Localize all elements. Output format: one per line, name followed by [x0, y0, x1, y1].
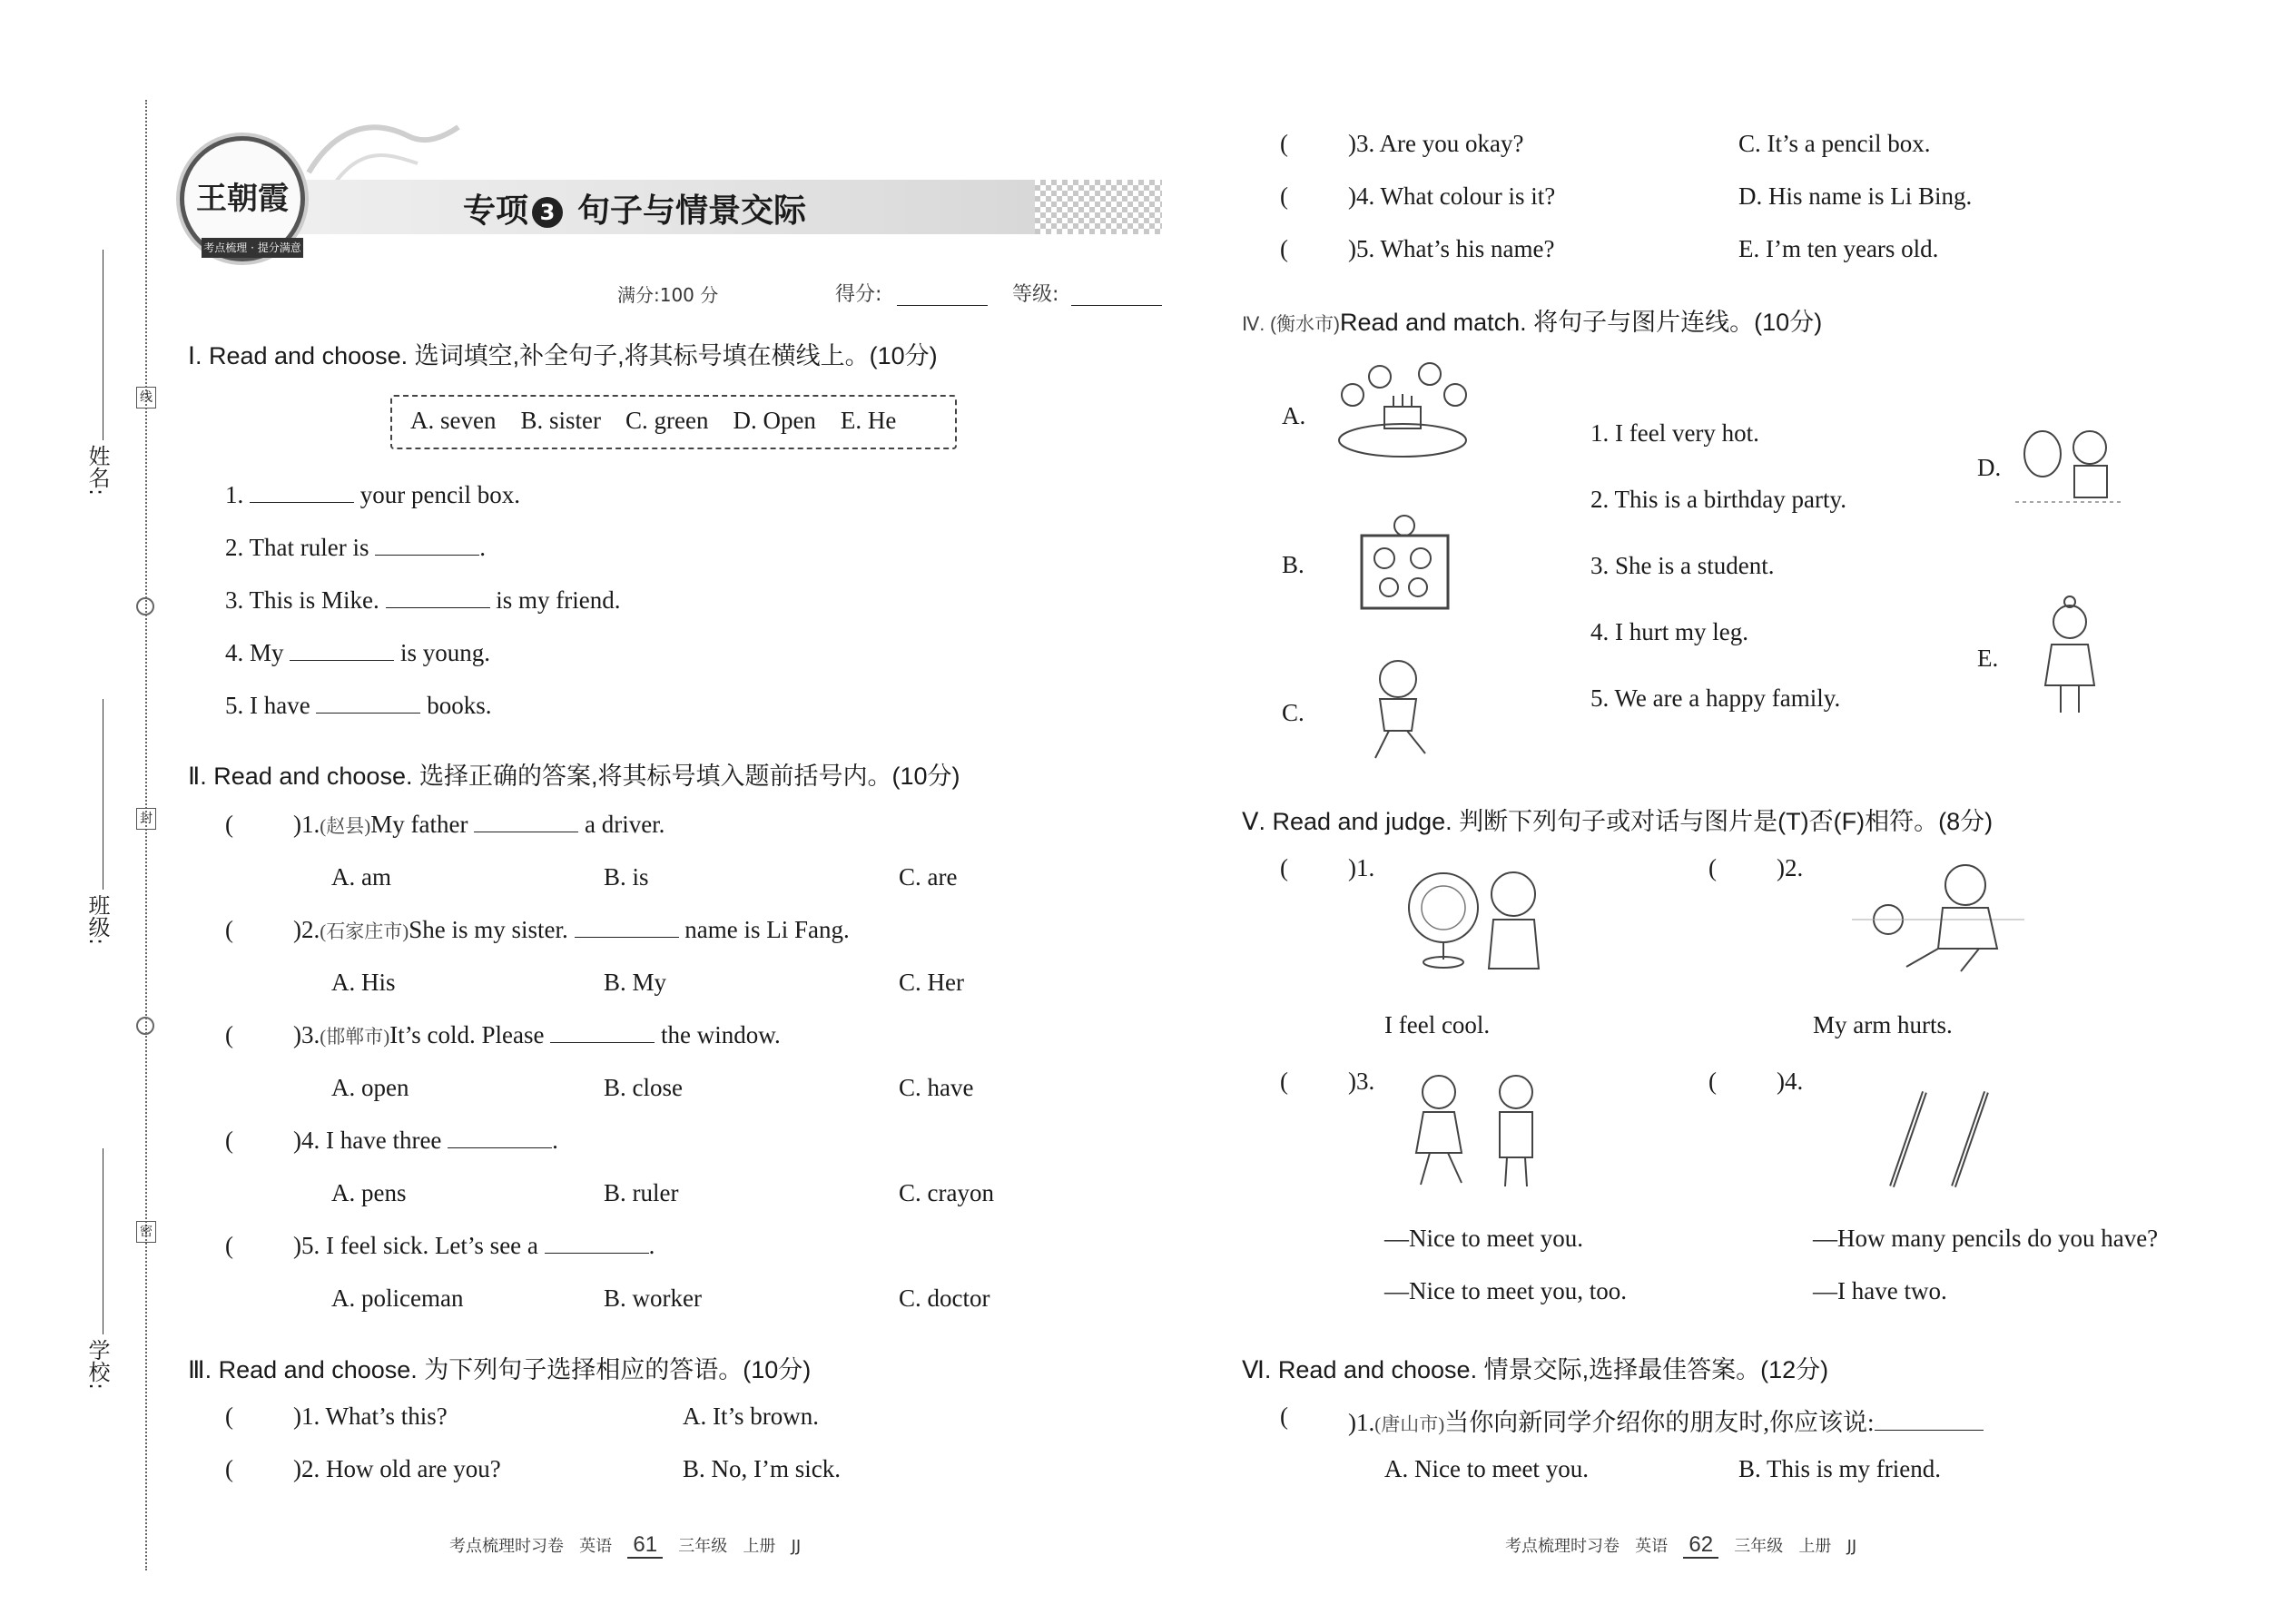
match-sentence-2: 2. This is a birthday party.: [1590, 486, 1846, 513]
boy-hurt-leg-picture: [1353, 654, 1443, 767]
answer-paren[interactable]: (: [1280, 182, 1288, 210]
s2-q4: )4. I have three .: [293, 1127, 558, 1154]
section-3-heading: Ⅲ. Read and choose. 为下列句子选择相应的答语。(10分): [188, 1356, 812, 1383]
boy-with-ball-picture: [1852, 858, 2024, 976]
s2-q3-opt-b[interactable]: B. close: [604, 1074, 683, 1101]
answer-paren[interactable]: (: [1708, 1068, 1717, 1095]
seal-mark-mi: 密: [136, 1221, 156, 1243]
student-girl-picture: [2029, 595, 2111, 722]
s1-q4: 4. My is young.: [225, 639, 491, 666]
answer-blank[interactable]: [545, 1252, 649, 1254]
s2-q5-opt-c[interactable]: C. doctor: [899, 1284, 990, 1312]
s5-q4-line2: —I have two.: [1813, 1277, 1947, 1304]
s3-answer-c: C. It’s a pencil box.: [1738, 130, 1931, 157]
s2-q5-opt-b[interactable]: B. worker: [604, 1284, 702, 1312]
s2-q2: )2.(石家庄市)She is my sister. name is Li Fang.: [293, 916, 850, 943]
answer-blank[interactable]: [550, 1041, 655, 1043]
s2-q1-opt-a[interactable]: A. am: [331, 863, 391, 891]
pic-label-a: A.: [1282, 402, 1306, 429]
name-label: 姓名:: [84, 445, 110, 497]
section-2-heading: Ⅱ. Read and choose. 选择正确的答案,将其标号填入题前括号内。(10分): [188, 763, 960, 790]
s2-q5-opt-a[interactable]: A. policeman: [331, 1284, 464, 1312]
score-field[interactable]: [897, 305, 988, 306]
answer-blank[interactable]: [474, 831, 578, 832]
match-sentence-5: 5. We are a happy family.: [1590, 684, 1841, 712]
section-6-heading: Ⅵ. Read and choose. 情景交际,选择最佳答案。(12分): [1242, 1356, 1829, 1383]
section-1-heading: Ⅰ. Read and choose. 选词填空,补全句子,将其标号填在横线上。(10分): [188, 342, 938, 369]
pic-label-e: E.: [1977, 645, 1999, 672]
s1-q1: 1. your pencil box.: [225, 481, 520, 508]
s2-q2-opt-b[interactable]: B. My: [604, 969, 667, 996]
title-number-badge: 3: [532, 197, 563, 228]
answer-paren[interactable]: (: [225, 811, 233, 838]
pic-label-c: C.: [1282, 699, 1305, 726]
family-photo-picture: [1353, 513, 1457, 617]
answer-paren[interactable]: (: [225, 1127, 233, 1154]
grade-label: 等级:: [1012, 283, 1059, 306]
s5-q3-num: )3.: [1348, 1068, 1375, 1095]
answer-paren[interactable]: (: [1280, 1068, 1288, 1095]
school-label: 学校:: [84, 1339, 110, 1391]
s1-q3: 3. This is Mike. is my friend.: [225, 586, 621, 614]
s2-q3-opt-a[interactable]: A. open: [331, 1074, 409, 1101]
answer-blank[interactable]: [386, 606, 490, 608]
section-5-heading: Ⅴ. Read and judge. 判断下列句子或对话与图片是(T)否(F)相符。(8分): [1242, 808, 1994, 835]
s2-q5: )5. I feel sick. Let’s see a .: [293, 1232, 655, 1259]
s3-q1: )1. What’s this?: [293, 1403, 448, 1430]
s2-q4-opt-b[interactable]: B. ruler: [604, 1179, 679, 1206]
answer-paren[interactable]: (: [225, 1455, 233, 1482]
s2-q2-opt-a[interactable]: A. His: [331, 969, 396, 996]
answer-blank[interactable]: [250, 501, 354, 503]
score-label: 得分:: [835, 283, 882, 306]
s1-q2: 2. That ruler is .: [225, 534, 486, 561]
answer-blank[interactable]: [316, 712, 420, 714]
s2-q1-opt-b[interactable]: B. is: [604, 863, 649, 891]
answer-blank[interactable]: [575, 936, 679, 938]
s5-q1-num: )1.: [1348, 854, 1375, 881]
match-sentence-4: 4. I hurt my leg.: [1590, 618, 1748, 645]
footer-left: 考点梳理时习卷 英语 61 三年级 上册 JJ: [449, 1532, 802, 1557]
answer-paren[interactable]: (: [225, 1021, 233, 1048]
s6-q1: )1.(唐山市)当你向新同学介绍你的朋友时,你应该说:: [1348, 1403, 1984, 1438]
pic-label-b: B.: [1282, 551, 1305, 578]
s2-q1: )1.(赵县)My father a driver.: [293, 811, 665, 838]
binding-hole-icon: [136, 597, 154, 615]
checker-pattern: [1035, 180, 1162, 234]
s3-q5: )5. What’s his name?: [1348, 235, 1555, 262]
answer-paren[interactable]: (: [225, 1403, 233, 1430]
girl-with-fan-picture: [1403, 858, 1557, 971]
full-score: 满分:100 分: [617, 284, 719, 306]
s3-q4: )4. What colour is it?: [1348, 182, 1556, 210]
s5-q1-text: I feel cool.: [1384, 1011, 1491, 1038]
grade-field[interactable]: [1071, 305, 1162, 306]
logo-motto: 考点梳理 · 提分满意: [202, 238, 303, 258]
ribbon-decoration-icon: [300, 109, 463, 191]
s2-q3: )3.(邯郸市)It’s cold. Please the window.: [293, 1021, 781, 1048]
s6-opt-b[interactable]: B. This is my friend.: [1738, 1455, 1942, 1482]
answer-blank[interactable]: [1875, 1429, 1984, 1431]
page-number: 61: [627, 1532, 663, 1559]
match-sentence-1: 1. I feel very hot.: [1590, 419, 1759, 447]
page-title: 专项 3 句子与情景交际: [463, 192, 807, 230]
s2-q3-opt-c[interactable]: C. have: [899, 1074, 974, 1101]
word-options: A. seven B. sister C. green D. Open E. He: [410, 407, 897, 434]
s5-q4-num: )4.: [1777, 1068, 1804, 1095]
hot-child-fan-picture: [2015, 422, 2124, 513]
seal-mark-xian: 线: [136, 387, 156, 408]
s6-opt-a[interactable]: A. Nice to meet you.: [1384, 1455, 1589, 1482]
s5-q2-num: )2.: [1777, 854, 1804, 881]
answer-paren[interactable]: (: [1280, 130, 1288, 157]
s5-q2-text: My arm hurts.: [1813, 1011, 1953, 1038]
answer-paren[interactable]: (: [1280, 854, 1288, 881]
s5-q4-line1: —How many pencils do you have?: [1813, 1225, 2159, 1252]
pic-label-d: D.: [1977, 454, 2002, 481]
s3-answer-b: B. No, I’m sick.: [683, 1455, 841, 1482]
s2-q2-opt-c[interactable]: C. Her: [899, 969, 964, 996]
answer-blank[interactable]: [290, 659, 394, 661]
s3-answer-a: A. It’s brown.: [683, 1403, 819, 1430]
s3-q3: )3. Are you okay?: [1348, 130, 1524, 157]
s2-q4-opt-a[interactable]: A. pens: [331, 1179, 407, 1206]
answer-paren[interactable]: (: [225, 1232, 233, 1259]
birthday-party-picture: [1330, 354, 1475, 463]
s3-answer-d: D. His name is Li Bing.: [1738, 182, 1973, 210]
binding-hole-icon: [136, 1017, 154, 1035]
binding-line: [145, 100, 147, 1570]
brand-logo: 王朝霞: [180, 136, 305, 261]
s1-q5: 5. I have books.: [225, 692, 492, 719]
answer-paren[interactable]: (: [1280, 1403, 1288, 1430]
answer-blank[interactable]: [448, 1147, 552, 1148]
s5-q3-line1: —Nice to meet you.: [1384, 1225, 1583, 1252]
children-greeting-picture: [1398, 1067, 1561, 1194]
two-pencils-picture: [1879, 1085, 2006, 1194]
s2-q1-opt-c[interactable]: C. are: [899, 863, 958, 891]
match-sentence-3: 3. She is a student.: [1590, 552, 1775, 579]
footer-right: 考点梳理时习卷 英语 62 三年级 上册 JJ: [1505, 1532, 1857, 1557]
answer-paren[interactable]: (: [1708, 854, 1717, 881]
answer-blank[interactable]: [375, 554, 479, 556]
class-label: 班级:: [84, 894, 110, 946]
s2-q4-opt-c[interactable]: C. crayon: [899, 1179, 994, 1206]
s5-q3-line2: —Nice to meet you, too.: [1384, 1277, 1627, 1304]
s3-q2: )2. How old are you?: [293, 1455, 501, 1482]
seal-mark-feng: 封: [136, 808, 156, 830]
page-number: 62: [1683, 1532, 1718, 1559]
answer-paren[interactable]: (: [225, 916, 233, 943]
s3-answer-e: E. I’m ten years old.: [1738, 235, 1939, 262]
section-4-heading: Ⅳ. (衡水市)Read and match. 将句子与图片连线。(10分): [1242, 309, 1823, 336]
answer-paren[interactable]: (: [1280, 235, 1288, 262]
